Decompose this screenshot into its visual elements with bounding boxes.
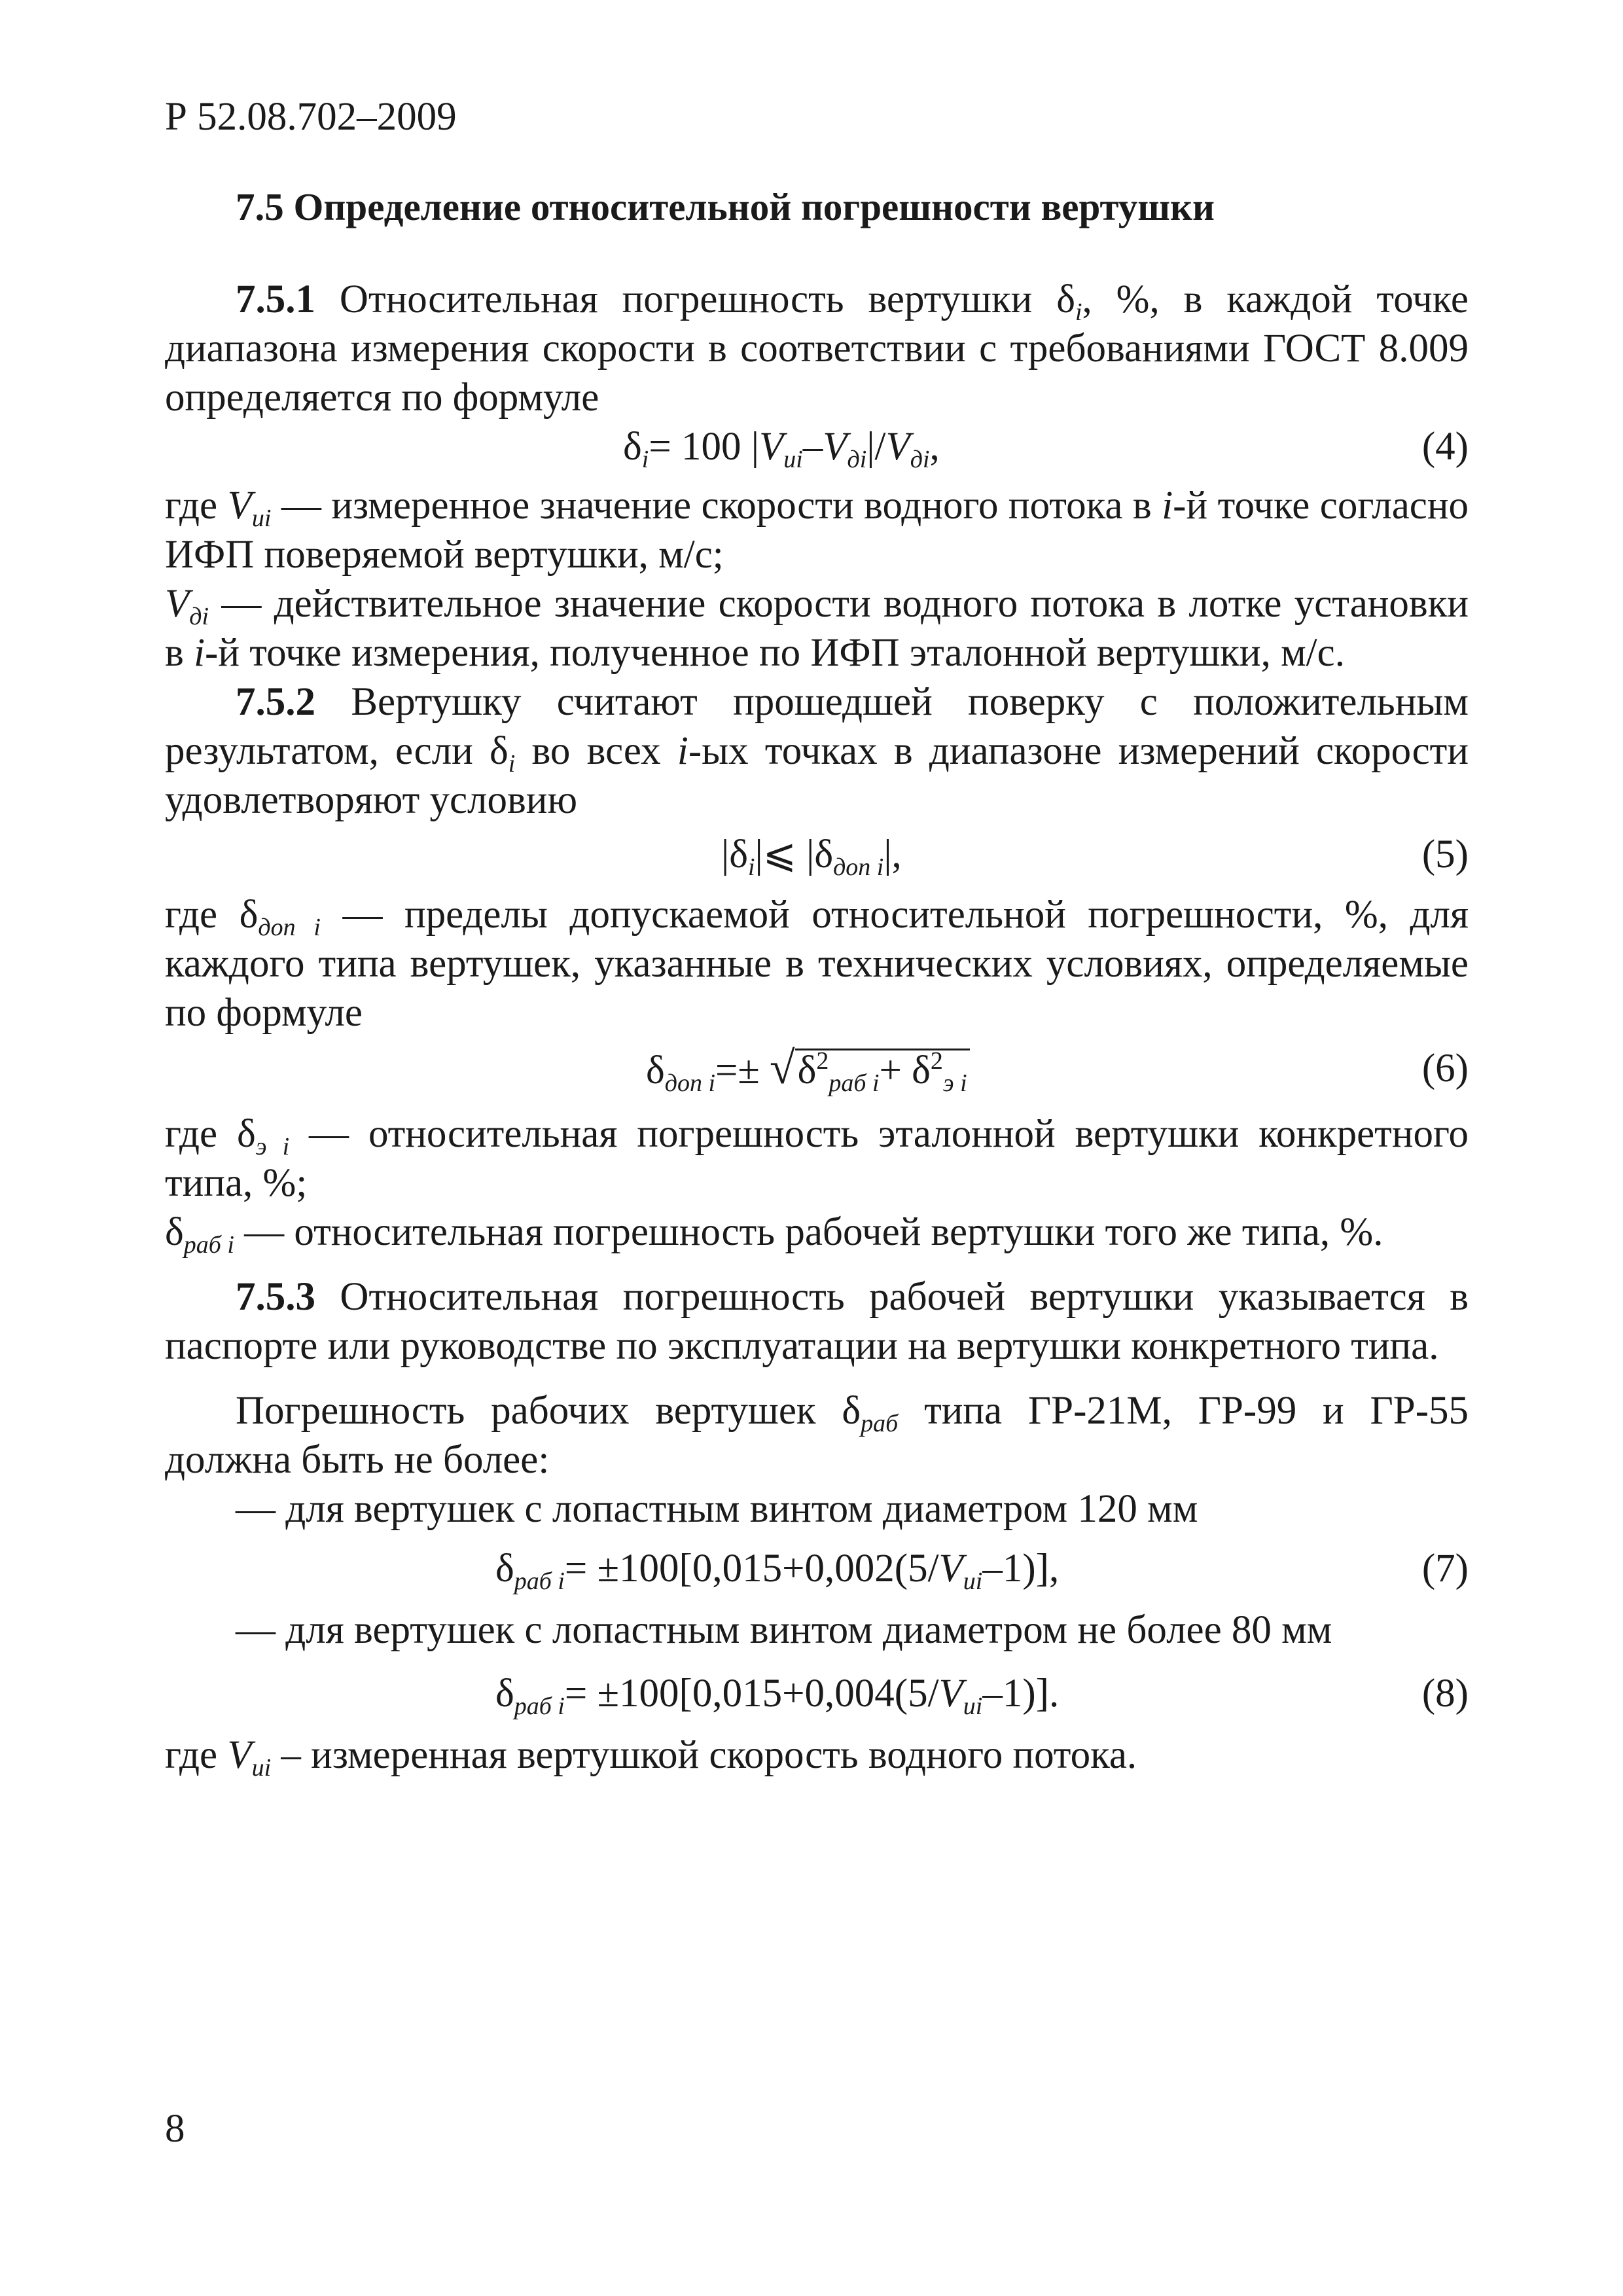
section-title: 7.5 Определение относительной погрешности вертушки xyxy=(236,185,1215,228)
clause-number: 7.5.1 xyxy=(236,278,315,321)
definition-v-ui: где $V_{ui}$ — измеренное значение скорости водного потока в i-й точке согласно ИФП поверяемой вертушки, м/с; xyxy=(165,484,1469,577)
formula-4: $\delta_i= 100$ $|V_{ui}-V_{дi}|/V_{дi}$, (4) xyxy=(165,422,1469,481)
definition-v-di: $V_{дi}$ — действительное значение скорости водного потока в лотке установки в i-й точке измерения, полученное по ИФП эталонной вертушки, м/с. xyxy=(165,582,1469,675)
equation-number: (4) xyxy=(1421,425,1469,469)
equation-number: (5) xyxy=(1421,833,1469,876)
radicand: $\delta^2_{раб i}+ \delta^2_{э i}$ xyxy=(795,1049,970,1091)
definition-v-ui-last: где $V_{ui}$ – измеренная вертушкой скорость водного потока. xyxy=(165,1733,1137,1782)
equation-number: (7) xyxy=(1421,1547,1469,1590)
paragraph-7-5-2: 7.5.2 Вертушку считают прошедшей поверку с положительным результатом, если $\delta_i$ во всех i-ых точках в диапазоне измерений скорости удовлетворяют условию xyxy=(165,680,1469,822)
square-root-sign: √ xyxy=(770,1043,795,1094)
definition-delta-rab: $\delta_{раб i}$ — относительная погрешность рабочей вертушки того же типа, %. xyxy=(165,1210,1383,1259)
clause-number: 7.5.2 xyxy=(236,680,315,724)
list-item-120mm: — для вертушек с лопастным винтом диаметром 120 мм xyxy=(236,1487,1198,1531)
page-number: 8 xyxy=(165,2107,185,2151)
formula-6: $\delta_{доп i}=\pm √\delta^2_{раб i}+ \delta^2_{э i}$ (6) xyxy=(646,1043,1469,1097)
formula-8: $\delta_{раб i}= \pm 100[0,015+0,004(5/V_{ui}-1)]$. (8) xyxy=(165,1655,1469,1731)
formula-7: $\delta_{раб i}= \pm 100[0,015+0,002(5/V_{ui}-1)]$, (7) xyxy=(165,1534,1469,1605)
document-page xyxy=(165,0,1469,2296)
clause-number: 7.5.3 xyxy=(236,1275,315,1319)
document-header: Р 52.08.702–2009 xyxy=(165,95,457,139)
formula-5: $|\delta_i|⩽$ $|\delta_{доп i}|$, (5) xyxy=(165,825,1469,890)
list-item-80mm: — для вертушек с лопастным винтом диаметром не более 80 мм xyxy=(236,1608,1332,1652)
paragraph-working-error: Погрешность рабочих вертушек $\delta_{раб}$ типа ГР-21М, ГР-99 и ГР-55 должна быть не более: xyxy=(165,1389,1469,1482)
paragraph-7-5-1: 7.5.1 Относительная погрешность вертушки $\delta_i$, %, в каждой точке диапазона измерения скорости в соответствии с требованиями ГОСТ 8.009 определяется по формуле xyxy=(165,278,1469,420)
definition-delta-dop: где $\delta_{доп i}$ — пределы допускаемой относительной погрешности, %, для каждого типа вертушек, указанные в технических условиях, определяемые по формуле xyxy=(165,893,1469,1035)
body-text xyxy=(165,275,1469,1780)
equation-number: (8) xyxy=(1421,1672,1469,1715)
paragraph-7-5-3: 7.5.3 Относительная погрешность рабочей вертушки указывается в паспорте или руководстве по эксплуатации на вертушки конкретного типа. xyxy=(165,1275,1469,1368)
equation-number: (6) xyxy=(1421,1047,1469,1090)
definition-delta-e: где $\delta_{э i}$ — относительная погрешность эталонной вертушки конкретного типа, %; xyxy=(165,1112,1469,1205)
